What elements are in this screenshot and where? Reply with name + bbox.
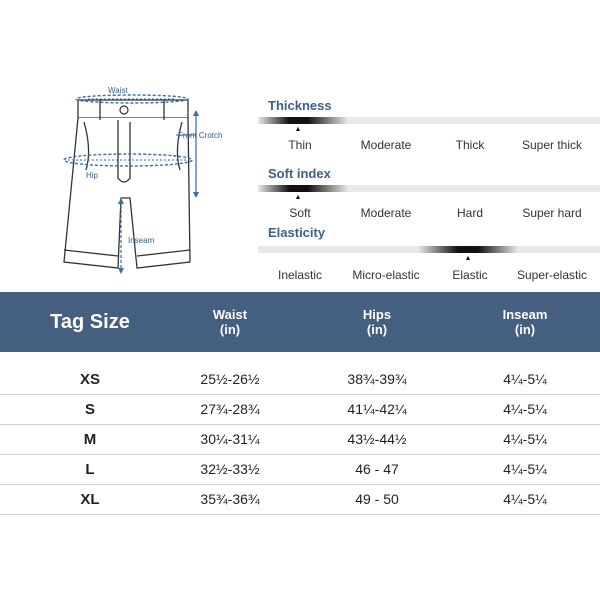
hip-label: Hip: [86, 171, 99, 180]
cell-hips: 49 - 50: [355, 491, 399, 507]
cell-waist: 30¼-31¼: [200, 431, 260, 447]
elasticity-label-elastic: Elastic: [452, 268, 488, 282]
thickness-label-thick: Thick: [455, 138, 485, 152]
header-hips: Hips (in): [362, 307, 392, 337]
soft-index-label-moderate: Moderate: [360, 206, 412, 220]
cell-tag: XL: [80, 491, 100, 508]
fabric-property-scales: [258, 96, 600, 296]
size-table-body: [0, 365, 600, 515]
waist-label: Waist: [108, 86, 128, 95]
soft-index-label-super-hard: Super hard: [522, 206, 582, 220]
table-row: [0, 395, 600, 425]
soft-index-label-soft: Soft: [289, 206, 311, 220]
soft-index-title: Soft index: [268, 166, 331, 181]
table-row: [0, 365, 600, 395]
table-row: [0, 425, 600, 455]
front-crotch-label: Front Crotch: [178, 131, 223, 140]
cell-inseam: 4¼-5¼: [503, 491, 547, 507]
table-row: [0, 485, 600, 515]
elasticity-marker-icon: ▲: [464, 255, 472, 262]
header-waist: Waist (in): [212, 307, 248, 337]
cell-waist: 25½-26½: [200, 371, 260, 387]
cell-hips: 46 - 47: [355, 461, 399, 477]
soft-index-marker-icon: ▲: [294, 194, 302, 201]
table-row: [0, 455, 600, 485]
cell-waist: 32½-33½: [200, 461, 260, 477]
cell-inseam: 4¼-5¼: [503, 461, 547, 477]
cell-tag: XS: [79, 371, 100, 388]
soft-index-labels: [258, 206, 600, 222]
soft-index-bar: [258, 185, 600, 192]
cell-hips: 38¾-39¾: [347, 371, 407, 387]
cell-waist: 35¾-36¾: [200, 491, 260, 507]
cell-inseam: 4¼-5¼: [503, 401, 547, 417]
shorts-measurement-diagram: [0, 0, 260, 290]
cell-tag: M: [83, 431, 97, 448]
elasticity-labels: [258, 268, 600, 284]
header-inseam: Inseam (in): [502, 307, 548, 337]
cell-hips: 43½-44½: [347, 431, 407, 447]
thickness-labels: [258, 138, 600, 154]
cell-waist: 27¾-28¾: [200, 401, 260, 417]
cell-inseam: 4¼-5¼: [503, 431, 547, 447]
thickness-label-super-thick: Super thick: [521, 138, 583, 152]
thickness-title: Thickness: [268, 98, 332, 113]
soft-index-label-hard: Hard: [456, 206, 484, 220]
header-tag-size: Tag Size: [50, 310, 130, 333]
elasticity-label-inelastic: Inelastic: [277, 268, 323, 282]
thickness-label-thin: Thin: [288, 138, 312, 152]
cell-tag: L: [85, 461, 95, 478]
thickness-bar: [258, 117, 600, 124]
elasticity-label-super-elastic: Super-elastic: [516, 268, 588, 282]
cell-inseam: 4¼-5¼: [503, 371, 547, 387]
elasticity-bar: [258, 246, 600, 253]
cell-hips: 41¼-42¼: [347, 401, 407, 417]
shorts-outline-illustration: [0, 0, 260, 290]
elasticity-label-micro-elastic: Micro-elastic: [352, 268, 420, 282]
size-table-header: [0, 292, 600, 352]
thickness-label-moderate: Moderate: [360, 138, 412, 152]
cell-tag: S: [84, 401, 95, 418]
elasticity-title: Elasticity: [268, 225, 326, 240]
thickness-marker-icon: ▲: [294, 126, 302, 133]
inseam-label: Inseam: [128, 236, 155, 245]
